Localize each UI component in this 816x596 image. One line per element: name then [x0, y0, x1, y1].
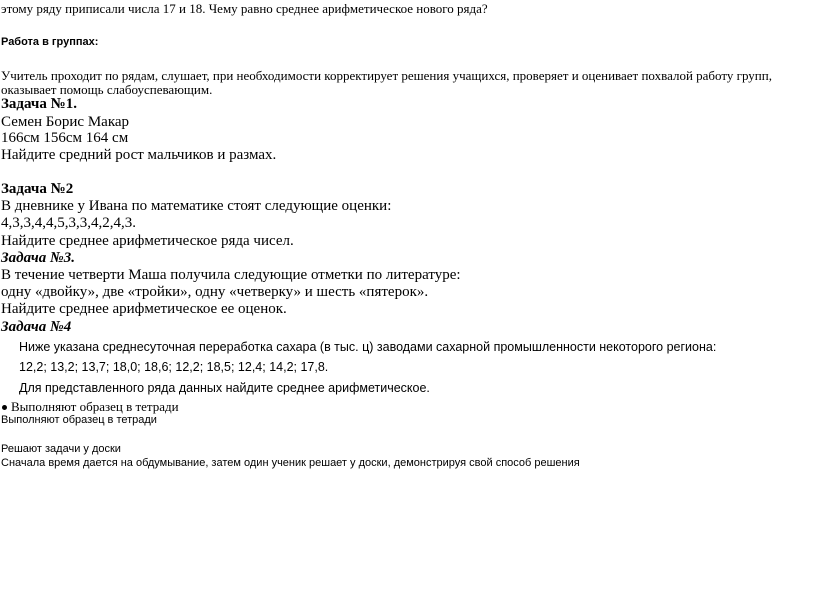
teacher-note-line-1: Учитель проходит по рядам, слушает, при необходимости корректирует решения учащихся, проверяет и оценивает похвалой работу групп,: [1, 68, 772, 83]
board-heading: Решают задачи у доски: [1, 443, 121, 455]
task1-question: Найдите средний рост мальчиков и размах.: [1, 147, 277, 163]
group-work-heading: Работа в группах:: [1, 36, 99, 48]
notebook-line: Выполняют образец в тетради: [1, 414, 157, 426]
bullet-list-item: [1, 399, 179, 414]
bullet-item-text: Выполняют образец в тетради: [11, 399, 179, 414]
task1-heights: 166см 156см 164 см: [1, 130, 129, 146]
board-line: Сначала время дается на обдумывание, затем один ученик решает у доски, демонстрируя свой способ решения: [1, 457, 580, 469]
task2-title: Задача №2: [1, 181, 74, 197]
task4-text: Ниже указана среднесуточная переработка сахара (в тыс. ц) заводами сахарной промышленности некоторого региона:: [19, 340, 717, 354]
task2-text: В дневнике у Ивана по математике стоят следующие оценки:: [1, 198, 392, 214]
task1-names: Семен Борис Макар: [1, 114, 130, 130]
task2-grades: 4,3,3,4,4,5,3,3,4,2,4,3.: [1, 215, 136, 231]
task4-values: 12,2; 13,2; 13,7; 18,0; 18,6; 12,2; 18,5; 12,4; 14,2; 17,8.: [19, 360, 329, 374]
task4-question: Для представленного ряда данных найдите среднее арифметическое.: [19, 381, 430, 395]
task2-question: Найдите среднее арифметическое ряда чисел.: [1, 233, 294, 249]
task4-title: Задача №4: [1, 319, 72, 335]
teacher-note-line-2: оказывает помощь слабоуспевающим.: [1, 82, 213, 97]
task3-question: Найдите среднее арифметическое ее оценок.: [1, 301, 287, 317]
task3-grades: одну «двойку», две «тройки», одну «четверку» и шесть «пятерок».: [1, 284, 429, 300]
intro-question: этому ряду приписали числа 17 и 18. Чему равно среднее арифметическое нового ряда?: [1, 1, 488, 16]
task1-title: Задача №1.: [1, 96, 77, 112]
task3-text: В течение четверти Маша получила следующие отметки по литературе:: [1, 267, 461, 283]
task3-title: Задача №3.: [1, 250, 75, 266]
bullet-icon: [2, 405, 7, 410]
